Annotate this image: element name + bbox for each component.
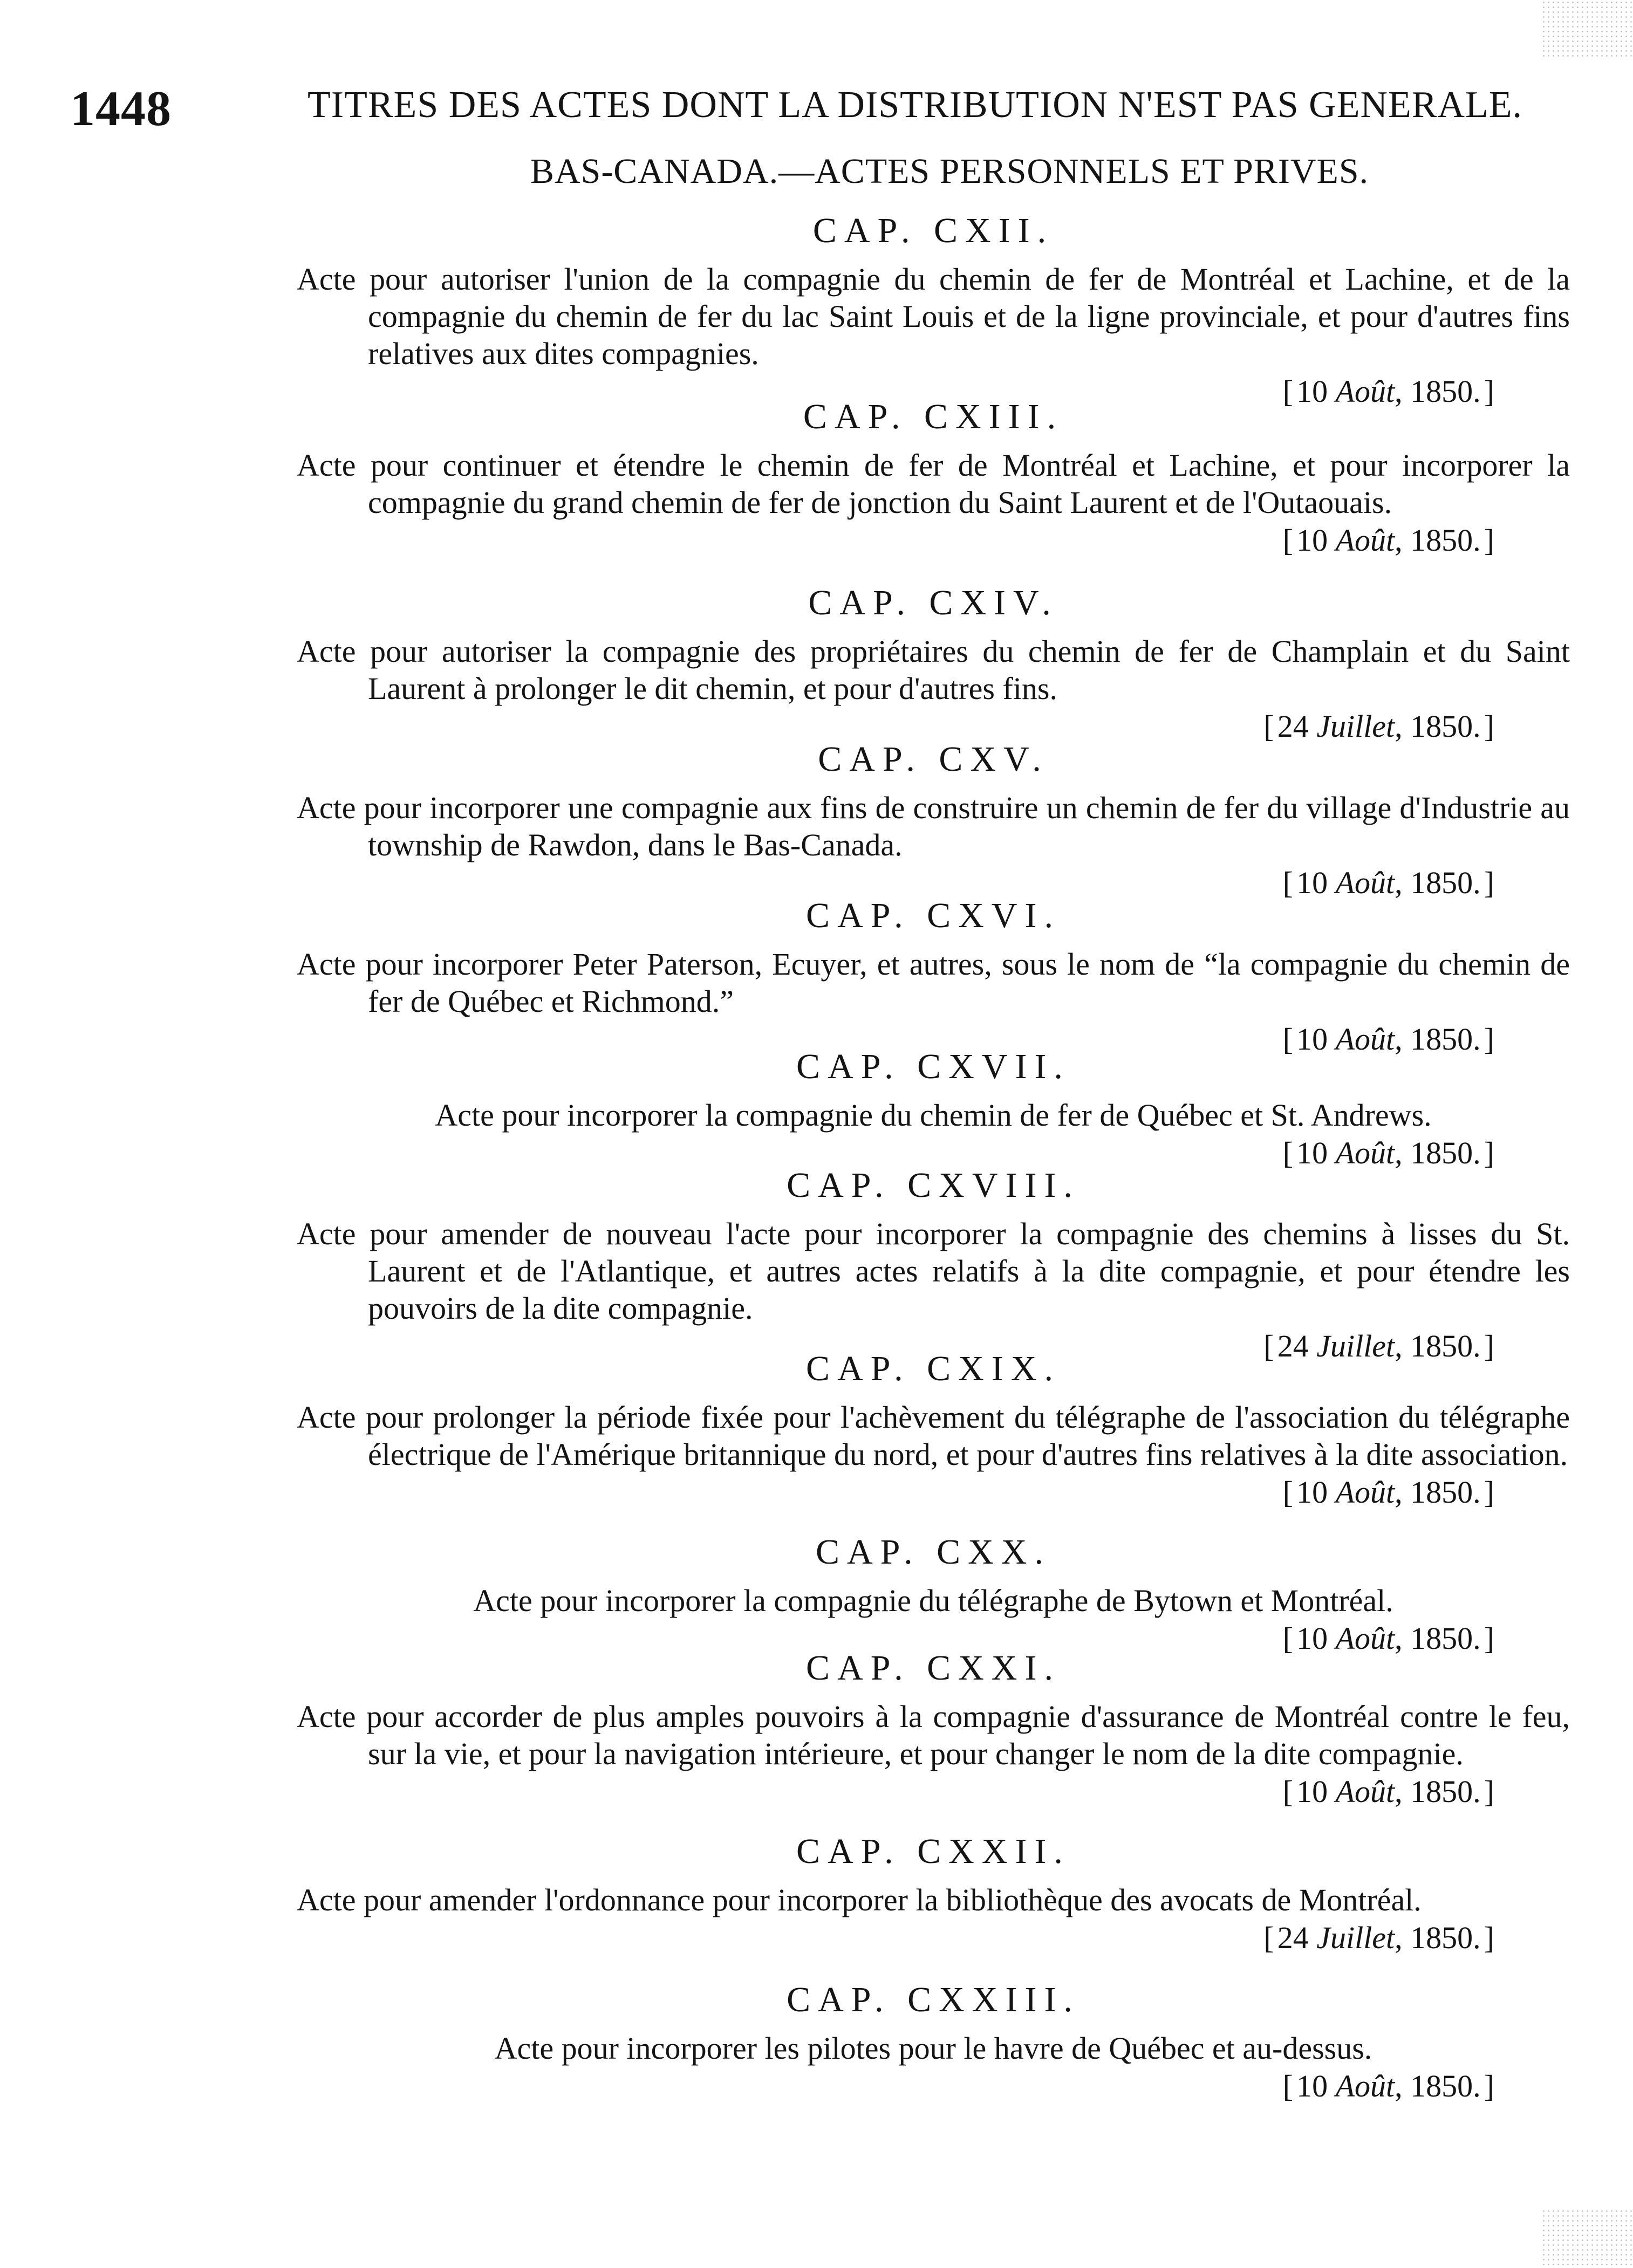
scan-noise-top — [1541, 0, 1633, 59]
section-heading: BAS-CANADA.—ACTES PERSONNELS ET PRIVES. — [530, 152, 1369, 191]
assent-date: [ 24 Juillet, 1850. ] — [1263, 709, 1494, 744]
chapter-heading: CAP. CXVII. — [796, 1047, 1070, 1086]
date-month: Juillet — [1316, 1328, 1395, 1363]
act-title: Acte pour prolonger la période fixée pour l'achèvement du télégraphe de l'association du télégraphe électrique de l'Amérique britannique du nord, et pour d'autres fins relatives à la dite association. — [297, 1400, 1570, 1472]
act-entry-cxxii — [297, 1834, 1570, 1957]
assent-date: [ 10 Août, 1850. ] — [1282, 1621, 1494, 1656]
act-entry-cxv — [297, 739, 1570, 902]
act-title: Acte pour incorporer la compagnie du télégraphe de Bytown et Montréal. — [473, 1583, 1393, 1618]
chapter-heading: CAP. CXXII. — [796, 1832, 1070, 1871]
page-number: 1448 — [70, 81, 172, 136]
act-title: Acte pour continuer et étendre le chemin de fer de Montréal et Lachine, et pour incorporer la compagnie du grand chemin de fer de jonction du Saint Laurent et de l'Outaouais. — [297, 448, 1570, 520]
date-month: Août — [1335, 1022, 1395, 1057]
assent-date: [ 24 Juillet, 1850. ] — [1263, 1920, 1494, 1955]
date-day: 24 — [1277, 1920, 1309, 1955]
date-month: Juillet — [1316, 1920, 1395, 1955]
act-title: Acte pour autoriser l'union de la compagnie du chemin de fer de Montréal et Lachine, et de la compagnie du chemin de fer du lac Saint Louis et de la ligne provinciale, et pour d'autres fins relatives aux dites compagnies. — [297, 262, 1570, 371]
chapter-heading: CAP. CXXI. — [806, 1648, 1061, 1688]
act-title: Acte pour amender l'ordonnance pour incorporer la bibliothèque des avocats de Montréal. — [297, 1882, 1422, 1917]
scan-noise-bottom — [1541, 2209, 1633, 2268]
act-entry-cxvi — [297, 898, 1570, 1059]
act-title: Acte pour autoriser la compagnie des propriétaires du chemin de fer de Champlain et du Saint Laurent à prolonger le dit chemin, et pour d'autres fins. — [297, 634, 1570, 706]
date-day: 10 — [1296, 374, 1328, 409]
assent-date: [ 10 Août, 1850. ] — [1282, 1774, 1494, 1809]
assent-date: [ 10 Août, 1850. ] — [1282, 523, 1494, 558]
act-title: Acte pour incorporer les pilotes pour le havre de Québec et au-dessus. — [494, 2031, 1372, 2066]
date-month: Août — [1335, 865, 1395, 900]
act-entry-cxiii — [297, 399, 1570, 560]
assent-date: [ 10 Août, 1850. ] — [1282, 374, 1494, 409]
date-year: 1850. — [1410, 374, 1481, 409]
date-day: 10 — [1296, 2068, 1328, 2103]
running-head: TITRES DES ACTES DONT LA DISTRIBUTION N'EST PAS GENERALE. — [308, 84, 1523, 126]
act-entry-cxii — [297, 213, 1570, 411]
act-entry-cxiv — [297, 585, 1570, 746]
chapter-heading: CAP. CXX. — [816, 1532, 1051, 1572]
date-year: 1850. — [1410, 1135, 1481, 1170]
chapter-heading: CAP. CXIX. — [806, 1349, 1061, 1388]
act-entry-cxviii — [297, 1168, 1570, 1366]
act-title: Acte pour amender de nouveau l'acte pour incorporer la compagnie des chemins à lisses du St. Laurent et de l'Atlantique, et autres actes relatifs à la dite compagnie, et pour étendre les pouvoirs de la dite compagnie. — [297, 1216, 1570, 1326]
assent-date: [ 10 Août, 1850. ] — [1282, 1475, 1494, 1510]
date-year: 1850. — [1410, 523, 1481, 558]
chapter-heading: CAP. CXV. — [818, 739, 1049, 779]
date-month: Août — [1335, 1621, 1395, 1656]
act-entry-cxxi — [297, 1650, 1570, 1811]
date-day: 10 — [1296, 523, 1328, 558]
chapter-heading: CAP. CXVIII. — [787, 1166, 1080, 1205]
date-month: Août — [1335, 523, 1395, 558]
date-month: Août — [1335, 2068, 1395, 2103]
assent-date: [ 24 Juillet, 1850. ] — [1263, 1328, 1494, 1363]
act-title: Acte pour incorporer une compagnie aux fins de construire un chemin de fer du village d'Industrie au township de Rawdon, dans le Bas-Canada. — [297, 790, 1570, 862]
date-day: 10 — [1296, 865, 1328, 900]
chapter-heading: CAP. CXXIII. — [787, 1980, 1080, 2019]
date-day: 10 — [1296, 1135, 1328, 1170]
chapter-heading: CAP. CXII. — [812, 211, 1054, 250]
date-month: Juillet — [1316, 709, 1395, 744]
act-entry-cxxiii — [297, 1982, 1570, 2106]
act-title: Acte pour incorporer Peter Paterson, Ecuyer, et autres, sous le nom de “la compagnie du chemin de fer de Québec et Richmond.” — [297, 947, 1570, 1019]
assent-date: [ 10 Août, 1850. ] — [1282, 2068, 1494, 2103]
date-year: 1850. — [1410, 2068, 1481, 2103]
date-year: 1850. — [1410, 865, 1481, 900]
date-year: 1850. — [1410, 1920, 1481, 1955]
date-month: Août — [1335, 1475, 1395, 1510]
date-day: 10 — [1296, 1475, 1328, 1510]
date-month: Août — [1335, 1774, 1395, 1809]
assent-date: [ 10 Août, 1850. ] — [1282, 1022, 1494, 1057]
date-year: 1850. — [1410, 1022, 1481, 1057]
act-title: Acte pour accorder de plus amples pouvoirs à la compagnie d'assurance de Montréal contre le feu, sur la vie, et pour la navigation intérieure, et pour changer le nom de la dite compagnie. — [297, 1699, 1570, 1771]
act-title: Acte pour incorporer la compagnie du chemin de fer de Québec et St. Andrews. — [435, 1098, 1432, 1133]
date-year: 1850. — [1410, 1774, 1481, 1809]
act-entry-cxix — [297, 1351, 1570, 1512]
date-year: 1850. — [1410, 1475, 1481, 1510]
date-day: 10 — [1296, 1774, 1328, 1809]
date-day: 24 — [1277, 1328, 1309, 1363]
date-month: Août — [1335, 1135, 1395, 1170]
date-year: 1850. — [1410, 709, 1481, 744]
act-entry-cxx — [297, 1534, 1570, 1658]
chapter-heading: CAP. CXIV. — [808, 583, 1058, 622]
date-month: Août — [1335, 374, 1395, 409]
date-year: 1850. — [1410, 1621, 1481, 1656]
date-day: 24 — [1277, 709, 1309, 744]
date-year: 1850. — [1410, 1328, 1481, 1363]
assent-date: [ 10 Août, 1850. ] — [1282, 1135, 1494, 1170]
assent-date: [ 10 Août, 1850. ] — [1282, 865, 1494, 900]
chapter-heading: CAP. CXVI. — [806, 896, 1061, 935]
act-entry-cxvii — [297, 1049, 1570, 1173]
chapter-heading: CAP. CXIII. — [803, 397, 1064, 436]
date-day: 10 — [1296, 1022, 1328, 1057]
date-day: 10 — [1296, 1621, 1328, 1656]
